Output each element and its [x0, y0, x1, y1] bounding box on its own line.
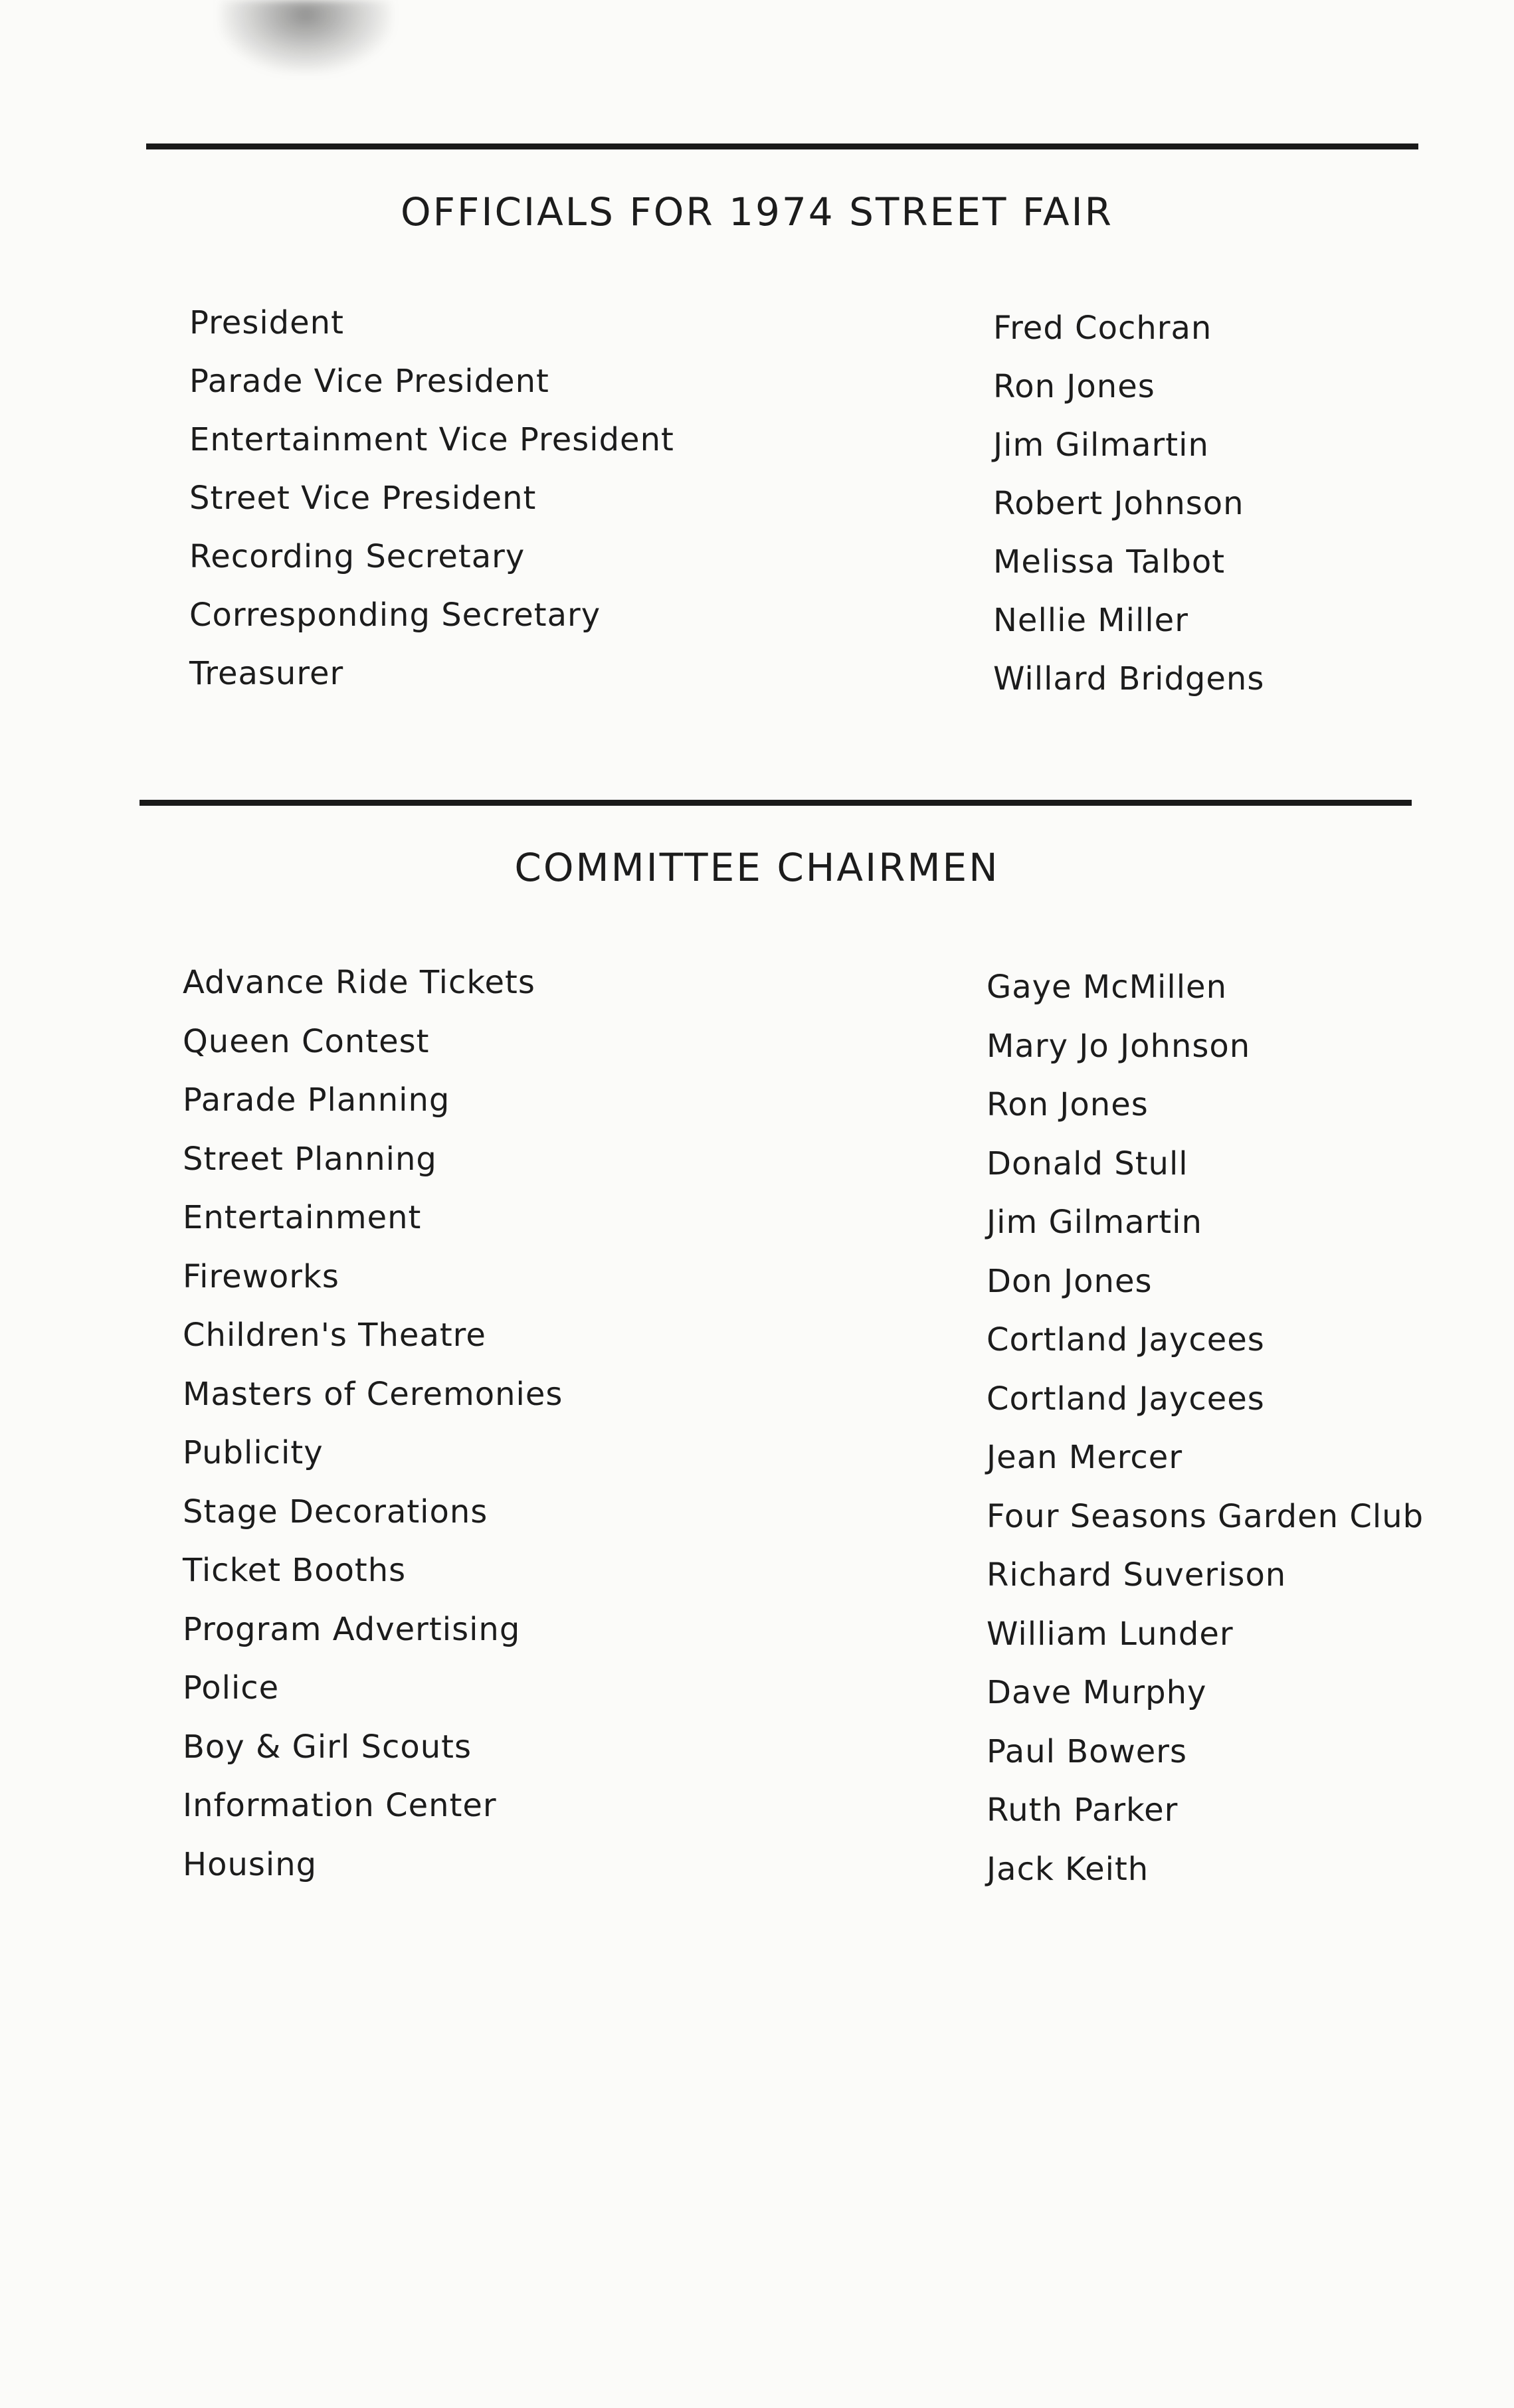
committee-role: Children's Theatre	[183, 1317, 486, 1354]
committee-role: Ticket Booths	[183, 1552, 407, 1589]
committee-name: Richard Suverison	[987, 1556, 1287, 1594]
committee-role: Information Center	[183, 1787, 497, 1824]
top-rule	[146, 143, 1418, 149]
committee-name: Don Jones	[987, 1262, 1153, 1300]
officials-name: Melissa Talbot	[993, 543, 1226, 581]
committee-role: Program Advertising	[183, 1610, 521, 1648]
committee-name: Mary Jo Johnson	[987, 1027, 1251, 1065]
committee-role: Advance Ride Tickets	[183, 964, 535, 1001]
committee-name: Donald Stull	[987, 1145, 1188, 1182]
committee-role: Stage Decorations	[183, 1493, 488, 1530]
officials-role: Parade Vice President	[189, 363, 549, 400]
committee-role: Street Planning	[183, 1140, 437, 1178]
officials-role: President	[189, 304, 344, 341]
officials-name: Nellie Miller	[993, 602, 1188, 639]
committee-role: Fireworks	[183, 1257, 339, 1295]
middle-rule	[140, 800, 1412, 806]
officials-name: Fred Cochran	[993, 310, 1212, 347]
committee-name: Gaye McMillen	[987, 969, 1227, 1006]
committee-role: Entertainment	[183, 1199, 422, 1236]
committee-name: Cortland Jaycees	[987, 1380, 1265, 1418]
officials-role: Corresponding Secretary	[189, 597, 601, 634]
committee-role: Boy & Girl Scouts	[183, 1728, 472, 1766]
officials-roles	[189, 304, 674, 716]
officials-name: Willard Bridgens	[993, 660, 1265, 697]
committee-role: Queen Contest	[183, 1022, 430, 1060]
committee-role: Masters of Ceremonies	[183, 1375, 563, 1413]
committee-name: Four Seasons Garden Club	[987, 1497, 1424, 1535]
committee-name: Ruth Parker	[987, 1792, 1179, 1829]
officials-name: Jim Gilmartin	[993, 426, 1209, 464]
ink-smudge	[219, 0, 392, 73]
officials-role: Entertainment Vice President	[189, 421, 674, 458]
committee-name: Ron Jones	[987, 1086, 1149, 1123]
committee-name: William Lunder	[987, 1615, 1234, 1653]
committee-roles	[183, 964, 563, 1907]
officials-name: Robert Johnson	[993, 485, 1244, 522]
officials-name: Ron Jones	[993, 368, 1155, 405]
committee-name: Jack Keith	[987, 1850, 1149, 1888]
officials-names	[993, 312, 1264, 721]
committee-name: Jean Mercer	[987, 1439, 1183, 1476]
committee-name: Dave Murphy	[987, 1674, 1207, 1711]
officials-role: Street Vice President	[189, 480, 537, 517]
committee-role: Publicity	[183, 1434, 324, 1471]
committee-role: Parade Planning	[183, 1081, 450, 1119]
officials-role: Treasurer	[189, 655, 344, 692]
committee-name: Cortland Jaycees	[987, 1321, 1265, 1358]
committee-role: Housing	[183, 1845, 318, 1883]
officials-role: Recording Secretary	[189, 538, 525, 575]
officials-heading: OFFICIALS FOR 1974 STREET FAIR	[401, 189, 1113, 234]
committee-name: Paul Bowers	[987, 1732, 1188, 1770]
committee-name: Jim Gilmartin	[987, 1204, 1202, 1241]
committee-heading: COMMITTEE CHAIRMEN	[514, 845, 1000, 890]
committee-names	[987, 971, 1424, 1912]
committee-role: Police	[183, 1669, 280, 1707]
